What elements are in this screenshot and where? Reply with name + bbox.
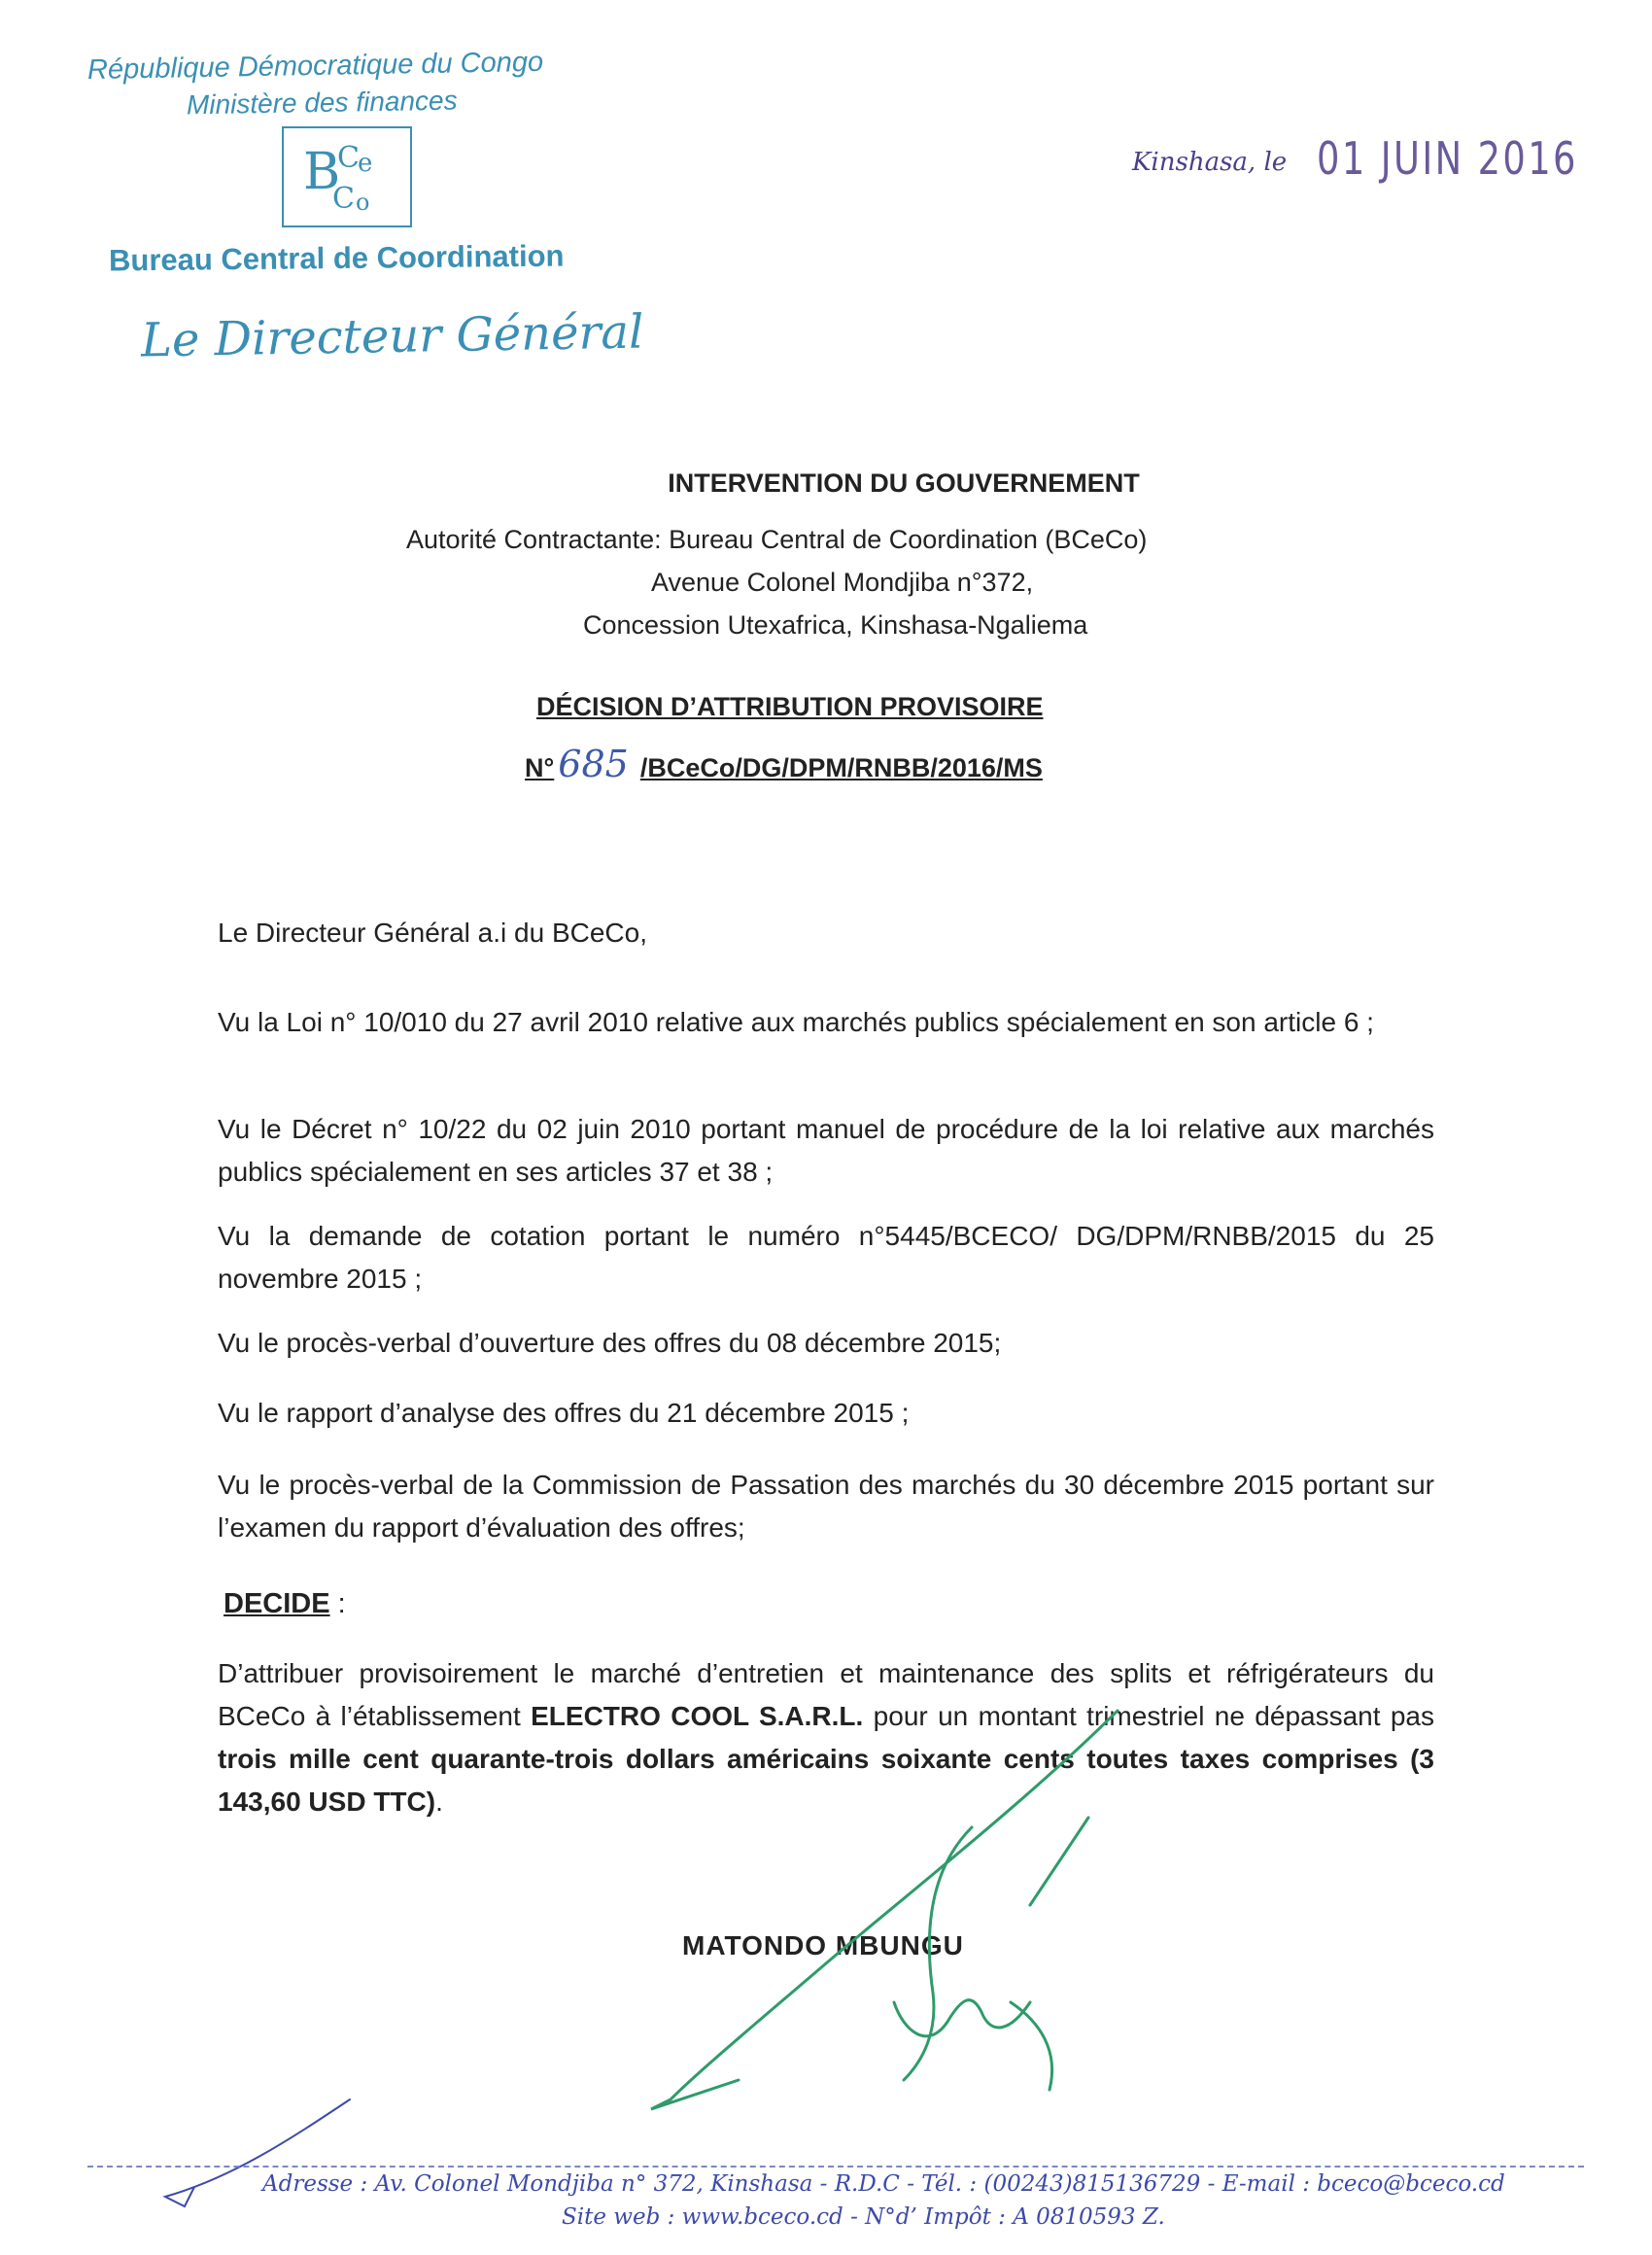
amount-text: trois mille cent quarante-trois dollars américains soixante cents toutes taxes comprises (3 143,60 USD TTC) — [218, 1744, 1434, 1817]
final-end: . — [435, 1787, 443, 1817]
number-suffix: /BCeCo/DG/DPM/RNBB/2016/MS — [639, 753, 1043, 782]
consideration-item: Vu le rapport d’analyse des offres du 21 décembre 2015 ; — [218, 1398, 910, 1428]
intro-line: Le Directeur Général a.i du BCeCo, — [218, 918, 647, 948]
bureau-title: Bureau Central de Coordination — [108, 238, 565, 278]
final-part-2: pour un montant trimestriel ne dépassant pas — [863, 1701, 1435, 1731]
svg-text:o: o — [356, 189, 370, 216]
final-part-1: D’attribuer provisoirement le marché d’entretien et maintenance des splits et réfrigérateurs du BCeCo à l’établissement — [218, 1658, 1434, 1731]
intervention-heading: INTERVENTION DU GOUVERNEMENT — [668, 468, 1140, 498]
decide-heading — [224, 1588, 346, 1620]
bceco-logo-icon — [284, 128, 410, 226]
svg-text:C: C — [332, 182, 355, 216]
company-name: ELECTRO COOL S.A.R.L. — [531, 1701, 864, 1731]
decide-colon: : — [329, 1588, 346, 1619]
signer-name: MATONDO MBUNGU — [682, 1930, 964, 1960]
address-line-1: Autorité Contractante: Bureau Central de Coordination (BCeCo) — [406, 525, 1148, 554]
address-line-3: Concession Utexafrica, Kinshasa-Ngaliema — [583, 610, 1088, 640]
decision-heading: DÉCISION D’ATTRIBUTION PROVISOIRE — [536, 692, 1044, 721]
ministry-label: Ministère des finances — [186, 85, 458, 121]
decision-paragraph — [218, 1652, 1434, 1823]
footer-website: Site web : www.bceco.cd - N°d’ Impôt : A 0810593 Z. — [562, 2204, 1165, 2230]
consideration-item: Vu le procès-verbal d’ouverture des offres du 08 décembre 2015; — [218, 1328, 1002, 1358]
footer-divider — [87, 2166, 1584, 2168]
decide-label: DECIDE — [224, 1588, 330, 1619]
svg-text:B: B — [303, 143, 341, 201]
number-prefix: N° — [525, 753, 555, 782]
svg-text:e: e — [358, 149, 373, 178]
number-handwritten: 685 — [558, 743, 629, 785]
consideration-item: Vu le Décret n° 10/22 du 02 juin 2010 portant manuel de procédure de la loi relative aux marchés publics spécialement en ses articles 37 et 38 ; — [218, 1114, 1434, 1187]
republic-label: République Démocratique du Congo — [86, 46, 544, 87]
consideration-item: Vu la demande de cotation portant le numéro n°5445/BCECO/ DG/DPM/RNBB/2015 du 25 novembre 2015 ; — [218, 1221, 1434, 1294]
bceco-logo — [282, 126, 412, 227]
director-title: Le Directeur Général — [140, 304, 644, 368]
date-place: Kinshasa, le — [1132, 148, 1288, 177]
svg-text:C: C — [337, 141, 360, 175]
consideration-item: Vu le procès-verbal de la Commission de Passation des marchés du 30 décembre 2015 portant sur l’examen du rapport d’évaluation des offres; — [218, 1470, 1434, 1543]
consideration-item: Vu la Loi n° 10/010 du 27 avril 2010 relative aux marchés publics spécialement en son article 6 ; — [218, 1007, 1374, 1037]
address-line-2: Avenue Colonel Mondjiba n°372, — [651, 568, 1034, 597]
decision-number — [525, 743, 1043, 785]
footer-address: Adresse : Av. Colonel Mondjiba n° 372, Kinshasa - R.D.C - Tél. : (00243)815136729 - E-mail : bceco@bceco.cd — [262, 2171, 1505, 2197]
date-stamp: 01 JUIN 2016 — [1317, 132, 1578, 185]
